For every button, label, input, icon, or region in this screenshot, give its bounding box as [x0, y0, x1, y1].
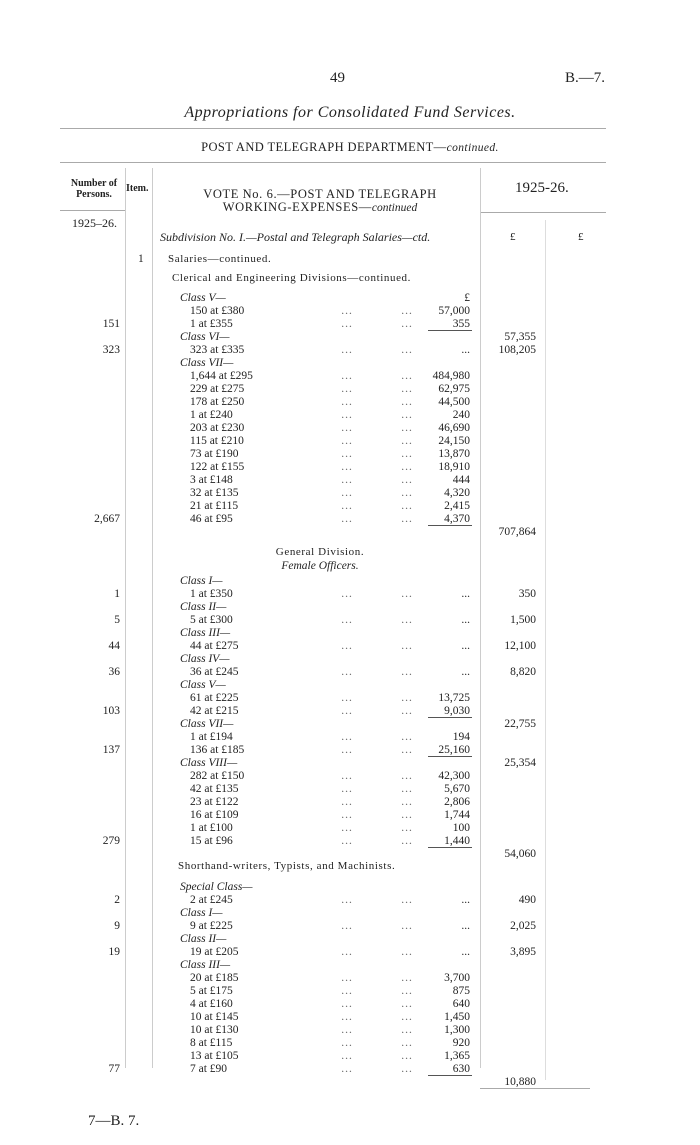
pound-sign: £ — [464, 292, 470, 304]
leader-dots: ... — [401, 770, 413, 782]
rate-label: 4 at £160 — [190, 998, 233, 1010]
rate-label: 36 at £245 — [190, 666, 239, 678]
leader-dots: ... — [401, 972, 413, 984]
rate-label: 1 at £350 — [190, 588, 233, 600]
subtotal-amount: 10,880 — [504, 1076, 536, 1088]
leader-dots: ... — [401, 783, 413, 795]
subtotal-amount: 8,820 — [510, 666, 536, 678]
leader-dots: ... — [401, 370, 413, 382]
leader-dots: ... — [341, 513, 353, 525]
leader-dots: ... — [341, 448, 353, 460]
leader-dots: ... — [401, 894, 413, 906]
leader-dots: ... — [461, 588, 470, 600]
amount: 484,980 — [432, 370, 470, 382]
number-of-persons-header: Number of Persons. — [70, 178, 118, 200]
vote-line-2-text: WORKING-EXPENSES— — [222, 200, 372, 214]
leader-dots: ... — [341, 614, 353, 626]
leader-dots: ... — [461, 344, 470, 356]
leader-dots: ... — [341, 946, 353, 958]
leader-dots: ... — [341, 770, 353, 782]
amount: 4,370 — [444, 513, 470, 525]
leader-dots: ... — [341, 1024, 353, 1036]
subtotal-amount: 3,895 — [510, 946, 536, 958]
amount: 920 — [452, 1037, 470, 1049]
leader-dots: ... — [341, 474, 353, 486]
amount: 1,744 — [444, 809, 470, 821]
leader-dots: ... — [341, 640, 353, 652]
leader-dots: ... — [401, 998, 413, 1010]
subtotal-rule — [428, 717, 472, 718]
class-label: Class II— — [180, 601, 227, 613]
leader-dots: ... — [401, 614, 413, 626]
subtotal-amount: 54,060 — [504, 848, 536, 860]
amount: 62,975 — [438, 383, 470, 395]
rate-label: 8 at £115 — [190, 1037, 233, 1049]
item-header: Item. — [126, 183, 149, 194]
rate-label: 9 at £225 — [190, 920, 233, 932]
persons-count: 19 — [108, 946, 120, 958]
leader-dots: ... — [341, 705, 353, 717]
rate-label: 1 at £240 — [190, 409, 233, 421]
subtotal-rule — [428, 847, 472, 848]
class-label: Class II— — [180, 933, 227, 945]
persons-count: 103 — [102, 705, 120, 717]
leader-dots: ... — [401, 513, 413, 525]
department-name: POST AND TELEGRAPH DEPARTMENT— — [201, 140, 447, 154]
vote-continued: continued — [371, 202, 418, 214]
leader-dots: ... — [401, 744, 413, 756]
subtotal-amount: 350 — [518, 588, 536, 600]
page-number: 49 — [330, 70, 345, 86]
page-title: Appropriations for Consolidated Fund Services. — [184, 104, 516, 121]
rate-label: 3 at £148 — [190, 474, 233, 486]
leader-dots: ... — [341, 835, 353, 847]
class-label: Class V— — [180, 679, 226, 691]
leader-dots: ... — [401, 1011, 413, 1023]
vote-line-2 — [160, 201, 480, 215]
leader-dots: ... — [401, 1050, 413, 1062]
subtotal-amount: 1,500 — [510, 614, 536, 626]
leader-dots: ... — [341, 809, 353, 821]
class-label: Class I— — [180, 907, 223, 919]
rate-label: 2 at £245 — [190, 894, 233, 906]
leader-dots: ... — [341, 1063, 353, 1075]
amount: 4,320 — [444, 487, 470, 499]
amount: 240 — [452, 409, 470, 421]
bottom-rule — [480, 1088, 590, 1089]
persons-count: 2,667 — [94, 513, 120, 525]
persons-count: 151 — [102, 318, 120, 330]
subtotal-amount: 22,755 — [504, 718, 536, 730]
persons-year-label: 1925–26. — [72, 216, 117, 230]
amount: 2,806 — [444, 796, 470, 808]
leader-dots: ... — [341, 461, 353, 473]
class-label: Class VIII— — [180, 757, 238, 769]
leader-dots: ... — [341, 409, 353, 421]
leader-dots: ... — [341, 783, 353, 795]
leader-dots: ... — [401, 666, 413, 678]
shorthand-heading: Shorthand-writers, Typists, and Machinists. — [178, 860, 396, 872]
rate-label: 7 at £90 — [190, 1063, 228, 1075]
leader-dots: ... — [401, 946, 413, 958]
leader-dots: ... — [401, 435, 413, 447]
subtotal-rule — [428, 1075, 472, 1076]
subtotal-amount: 25,354 — [504, 757, 536, 769]
rate-label: 282 at £150 — [190, 770, 245, 782]
class-label: Special Class— — [180, 881, 253, 893]
vote-line-1: VOTE No. 6.—POST AND TELEGRAPH — [203, 187, 437, 201]
subdivision-heading: Subdivision No. I.—Postal and Telegraph Salaries—ctd. — [160, 230, 431, 244]
subtotal-rule — [428, 525, 472, 526]
leader-dots: ... — [401, 640, 413, 652]
amount: 42,300 — [438, 770, 470, 782]
leader-dots: ... — [401, 344, 413, 356]
subtotal-amount: 108,205 — [498, 344, 536, 356]
leader-dots: ... — [341, 894, 353, 906]
rate-label: 1 at £100 — [190, 822, 233, 834]
subtotal-amount: 57,355 — [504, 331, 536, 343]
leader-dots: ... — [461, 894, 470, 906]
rate-label: 115 at £210 — [190, 435, 244, 447]
leader-dots: ... — [341, 920, 353, 932]
rate-label: 1,644 at £295 — [190, 370, 253, 382]
rate-label: 150 at £380 — [190, 305, 245, 317]
clerical-heading: Clerical and Engineering Divisions—continued. — [172, 272, 412, 284]
leader-dots: ... — [341, 692, 353, 704]
amount: 100 — [452, 822, 470, 834]
rate-label: 5 at £300 — [190, 614, 233, 626]
class-label: Class III— — [180, 959, 231, 971]
rate-label: 44 at £275 — [190, 640, 239, 652]
female-officers-heading: Female Officers. — [281, 560, 359, 572]
amount: 44,500 — [438, 396, 470, 408]
class-label: Class VII— — [180, 357, 234, 369]
document-reference: B.—7. — [565, 70, 606, 86]
leader-dots: ... — [401, 318, 413, 330]
class-label: Class I— — [180, 575, 223, 587]
leader-dots: ... — [401, 305, 413, 317]
class-label: Class VI— — [180, 331, 230, 343]
item-column-rule-right — [152, 168, 153, 1068]
leader-dots: ... — [401, 705, 413, 717]
leader-dots: ... — [341, 731, 353, 743]
rate-label: 15 at £96 — [190, 835, 233, 847]
leader-dots: ... — [401, 396, 413, 408]
amount: 1,300 — [444, 1024, 470, 1036]
amount: 444 — [452, 474, 470, 486]
persons-count: 1 — [114, 588, 120, 600]
leader-dots: ... — [401, 474, 413, 486]
amount: 2,415 — [444, 500, 470, 512]
rate-label: 42 at £135 — [190, 783, 239, 795]
leader-dots: ... — [401, 692, 413, 704]
rate-label: 23 at £122 — [190, 796, 239, 808]
leader-dots: ... — [401, 1037, 413, 1049]
leader-dots: ... — [341, 1050, 353, 1062]
leader-dots: ... — [341, 370, 353, 382]
salaries-heading: Salaries—continued. — [168, 253, 272, 265]
subtotal-rule — [428, 756, 472, 757]
amount: 1,440 — [444, 835, 470, 847]
amount: 3,700 — [444, 972, 470, 984]
leader-dots: ... — [341, 985, 353, 997]
amount: 24,150 — [438, 435, 470, 447]
rate-label: 19 at £205 — [190, 946, 239, 958]
second-amount-column-rule — [545, 220, 546, 1080]
persons-header-rule — [60, 210, 126, 211]
leader-dots: ... — [341, 666, 353, 678]
leader-dots: ... — [341, 588, 353, 600]
rate-label: 1 at £355 — [190, 318, 233, 330]
leader-dots: ... — [401, 809, 413, 821]
amount: 1,450 — [444, 1011, 470, 1023]
leader-dots: ... — [401, 985, 413, 997]
leader-dots: ... — [341, 1011, 353, 1023]
persons-count: 44 — [108, 640, 120, 652]
subtotal-amount: 707,864 — [498, 526, 536, 538]
persons-count: 323 — [102, 344, 120, 356]
vote-heading — [160, 188, 480, 215]
leader-dots: ... — [461, 614, 470, 626]
pound-sign-col2: £ — [578, 231, 584, 243]
rate-label: 5 at £175 — [190, 985, 233, 997]
amount: 46,690 — [438, 422, 470, 434]
leader-dots: ... — [401, 461, 413, 473]
amount: 1,365 — [444, 1050, 470, 1062]
leader-dots: ... — [341, 796, 353, 808]
leader-dots: ... — [461, 666, 470, 678]
class-label: Class VII— — [180, 718, 234, 730]
year-column-header: 1925-26. — [515, 180, 569, 196]
leader-dots: ... — [461, 946, 470, 958]
leader-dots: ... — [401, 448, 413, 460]
rate-label: 42 at £215 — [190, 705, 239, 717]
subtotal-amount: 12,100 — [504, 640, 536, 652]
leader-dots: ... — [341, 972, 353, 984]
leader-dots: ... — [341, 318, 353, 330]
class-label: Class III— — [180, 627, 231, 639]
leader-dots: ... — [341, 1037, 353, 1049]
amount: 9,030 — [444, 705, 470, 717]
leader-dots: ... — [401, 822, 413, 834]
leader-dots: ... — [341, 422, 353, 434]
amount: 13,725 — [438, 692, 470, 704]
persons-count: 36 — [108, 666, 120, 678]
leader-dots: ... — [461, 920, 470, 932]
pound-sign-col1: £ — [510, 231, 516, 243]
rate-label: 122 at £155 — [190, 461, 245, 473]
title-rule — [60, 128, 606, 129]
item-column-rule-left — [125, 168, 126, 1068]
leader-dots: ... — [401, 835, 413, 847]
amount: 25,160 — [438, 744, 470, 756]
leader-dots: ... — [341, 396, 353, 408]
amount: 875 — [452, 985, 470, 997]
persons-count: 2 — [114, 894, 120, 906]
class-label: Class IV— — [180, 653, 230, 665]
amount: 630 — [452, 1063, 470, 1075]
amount: 57,000 — [438, 305, 470, 317]
rate-label: 21 at £115 — [190, 500, 239, 512]
item-number: 1 — [138, 253, 144, 265]
leader-dots: ... — [401, 422, 413, 434]
leader-dots: ... — [401, 920, 413, 932]
rate-label: 136 at £185 — [190, 744, 245, 756]
amount: 194 — [452, 731, 470, 743]
table-top-rule — [60, 162, 606, 163]
page-footer: 7—B. 7. — [88, 1113, 140, 1129]
leader-dots: ... — [401, 409, 413, 421]
subtotal-amount: 490 — [518, 894, 536, 906]
department-heading — [0, 140, 700, 155]
rate-label: 46 at £95 — [190, 513, 233, 525]
amount: 13,870 — [438, 448, 470, 460]
leader-dots: ... — [401, 487, 413, 499]
rate-label: 32 at £135 — [190, 487, 239, 499]
amount: 5,670 — [444, 783, 470, 795]
rate-label: 73 at £190 — [190, 448, 239, 460]
rate-label: 203 at £230 — [190, 422, 245, 434]
persons-count: 137 — [102, 744, 120, 756]
year-header-rule — [480, 212, 606, 213]
rate-label: 61 at £225 — [190, 692, 239, 704]
rate-label: 323 at £335 — [190, 344, 245, 356]
amount: 355 — [452, 318, 470, 330]
leader-dots: ... — [401, 500, 413, 512]
class-label: Class V— — [180, 292, 226, 304]
leader-dots: ... — [341, 822, 353, 834]
rate-label: 178 at £250 — [190, 396, 245, 408]
rate-label: 20 at £185 — [190, 972, 239, 984]
rate-label: 13 at £105 — [190, 1050, 239, 1062]
leader-dots: ... — [341, 487, 353, 499]
rate-label: 229 at £275 — [190, 383, 245, 395]
persons-count: 5 — [114, 614, 120, 626]
department-continued: continued. — [446, 142, 499, 154]
leader-dots: ... — [461, 640, 470, 652]
subtotal-amount: 2,025 — [510, 920, 536, 932]
leader-dots: ... — [341, 344, 353, 356]
general-division-heading: General Division. — [275, 546, 365, 558]
amount: 18,910 — [438, 461, 470, 473]
leader-dots: ... — [341, 998, 353, 1010]
leader-dots: ... — [401, 1063, 413, 1075]
leader-dots: ... — [401, 588, 413, 600]
subtotal-rule — [428, 330, 472, 331]
rate-label: 10 at £130 — [190, 1024, 239, 1036]
leader-dots: ... — [341, 744, 353, 756]
leader-dots: ... — [401, 796, 413, 808]
rate-label: 16 at £109 — [190, 809, 239, 821]
persons-count: 279 — [102, 835, 120, 847]
leader-dots: ... — [341, 435, 353, 447]
rate-label: 1 at £194 — [190, 731, 233, 743]
leader-dots: ... — [401, 731, 413, 743]
rate-label: 10 at £145 — [190, 1011, 239, 1023]
leader-dots: ... — [341, 383, 353, 395]
leader-dots: ... — [341, 305, 353, 317]
leader-dots: ... — [401, 1024, 413, 1036]
persons-count: 9 — [114, 920, 120, 932]
persons-count: 77 — [108, 1063, 120, 1075]
leader-dots: ... — [401, 383, 413, 395]
leader-dots: ... — [341, 500, 353, 512]
amount: 640 — [452, 998, 470, 1010]
